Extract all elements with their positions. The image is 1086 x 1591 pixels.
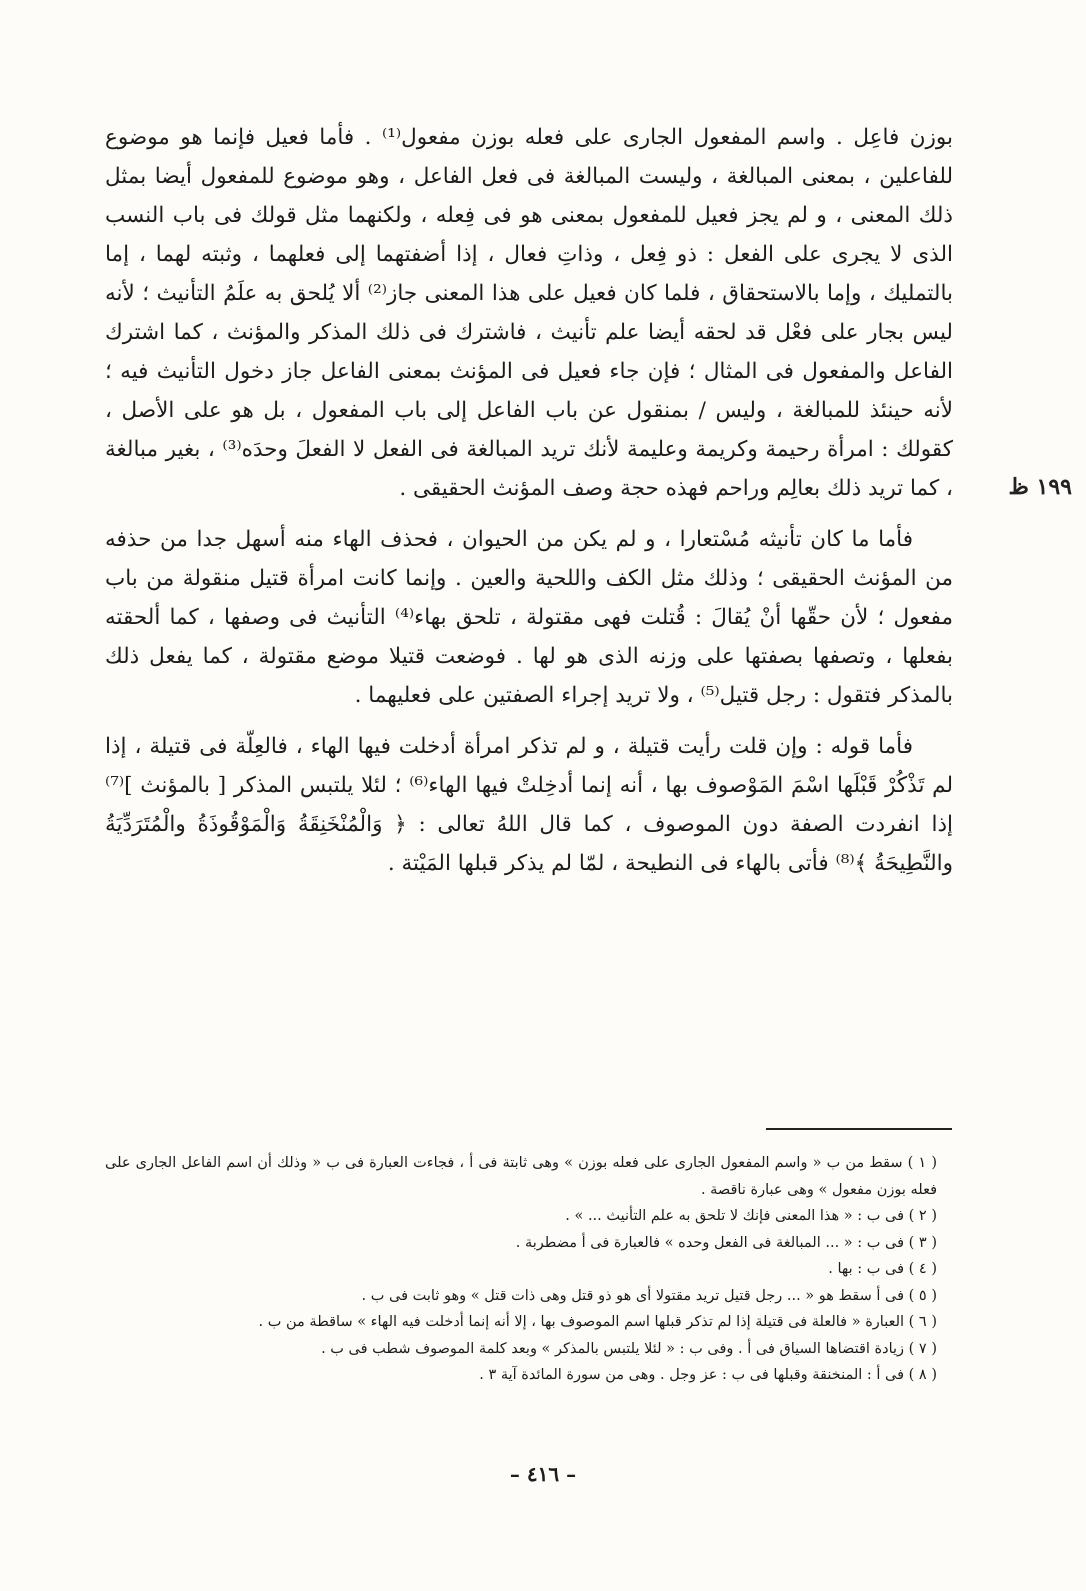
footnote-2: ( ٢ ) فى ب : « هذا المعنى فإنك لا تلحق به علم التأنيث ... » . bbox=[565, 1208, 937, 1224]
footnote-7: ( ٧ ) زيادة اقتضاها السياق فى أ . وفى ب : « لئلا يلتبس بالمذكر » وبعد كلمة الموصوف شطب فى ب . bbox=[321, 1340, 937, 1357]
footnote-6: ( ٦ ) العبارة « فالعلة فى قتيلة إذا لم تذكر قبلها اسم الموصوف بها ، إلا أنه إنما أدخلت فيه الهاء » ساقطة من ب . bbox=[258, 1314, 937, 1330]
footnote-3: ( ٣ ) فى ب : « ... المبالغة فى الفعل وحده » فالعبارة فى أ مضطربة . bbox=[515, 1234, 937, 1251]
footnote-8: ( ٨ ) فى أ : المنخنقة وقبلها فى ب : عز وجل . وهى من سورة المائدة آية ٣ . bbox=[479, 1367, 937, 1383]
paragraph-2: فأما ما كان تأنيثه مُسْتعارا ، و لم يكن من الحيوان ، فحذف الهاء منه أسهل جدا من حذفه من المؤنث الحقيقى ؛ وذلك مثل الكف واللحية والعين . وإنما كانت امرأة قتيل منقولة من باب مفعول ؛ لأن حقّها أنْ يُقالَ : قُتلت فهى مقتولة ، تلحق بهاء⁽⁴⁾ التأنيث فى وصفها ، كما ألحقته بفعلها ، وتصفها بصفتها على وزنه الذى هو لها . فوضعت قتيلا موضع مقتولة ، كما يفعل ذلك بالمذكر فتقول : رجل قتيل⁽⁵⁾ ، ولا تريد إجراء الصفتين على فعليهما . bbox=[105, 527, 954, 708]
footnote-divider bbox=[766, 1128, 952, 1130]
paragraph-1: بوزن فاعِل . واسم المفعول الجارى على فعله بوزن مفعول⁽¹⁾ . فأما فعيل فإنما هو موضوع للفاعلين ، بمعنى المبالغة ، وليست المبالغة فى فعل الفاعل ، وهو موضوع للمفعول أيضا بمثل ذلك المعنى ، و لم يجز فعيل للمفعول بمعنى هو فى فِعله ، ولكنهما مثل قولك فى باب النسب الذى لا يجرى على الفعل : ذو فِعل ، وذاتِ فعال ، إذا أضفتهما إلى فعلهما ، وثبته لهما ، إما بالتمليك ، وإما بالاستحقاق ، فلما كان فعيل على هذا المعنى جاز⁽²⁾ ألا يُلحق به علَمُ التأنيث ؛ لأنه ليس بجار على فعْل قد لحقه أيضا علم تأنيث ، فاشترك فى ذلك المذكر والمؤنث ، كما اشترك الفاعل والمفعول فى المثال ؛ فإن جاء فعيل فى المؤنث بمعنى الفاعل جاز دخول التأنيث فيه ؛ لأنه حينئذ للمبالغة ، وليس / بمنقول عن باب الفاعل إلى باب المفعول ، بل هو على الأصل ، كقولك : امرأة رحيمة وكريمة وعليمة لأنك تريد المبالغة فى الفعل لا الفعلَ وحدَه⁽³⁾ ، بغير مبالغة ، كما تريد ذلك بعالِم وراحم فهذه حجة وصف المؤنث الحقيقى . bbox=[105, 125, 953, 501]
page-number: – ٤١٦ – bbox=[509, 1462, 577, 1486]
main-text bbox=[105, 118, 953, 883]
footnote-5: ( ٥ ) فى أ سقط هو « ... رجل قتيل تريد مقتولا أى هو ذو قتل وهى ذات قتل » وهو ثابت فى ب . bbox=[361, 1287, 937, 1304]
footnote-1: ( ١ ) سقط من ب « واسم المفعول الجارى على فعله بوزن » وهى ثابتة فى أ ، فجاءت العبارة فى ب « وذلك أن اسم الفاعل الجارى على فعله بوزن مفعول » وهى عبارة ناقصة . bbox=[105, 1155, 937, 1198]
paragraph-3: فأما قوله : وإن قلت رأيت قتيلة ، و لم تذكر امرأة أدخلت فيها الهاء ، فالعِلّة فى قتيلة ، إذا لم تَذْكُرْ قَبْلَها اسْمَ المَوْصوف بها ، أنه إنما أدخِلتْ فيها الهاء⁽⁶⁾ ؛ لئلا يلتبس المذكر [ بالمؤنث ]⁽⁷⁾ إذا انفردت الصفة دون الموصوف ، كما قال اللهُ تعالى : ﴿ وَالْمُنْخَنِقَةُ وَالْمَوْقُوذَةُ والْمُتَرَدِّيَةُ والنَّطِيحَةُ ﴾⁽⁸⁾ فأتى بالهاء فى النطيحة ، لمّا لم يذكر قبلها المَيْتة . bbox=[105, 734, 954, 876]
footnote-4: ( ٤ ) فى ب : بها . bbox=[828, 1261, 937, 1277]
footnotes bbox=[105, 1150, 953, 1389]
manuscript-folio-note: ١٩٩ ظ bbox=[1008, 474, 1072, 500]
